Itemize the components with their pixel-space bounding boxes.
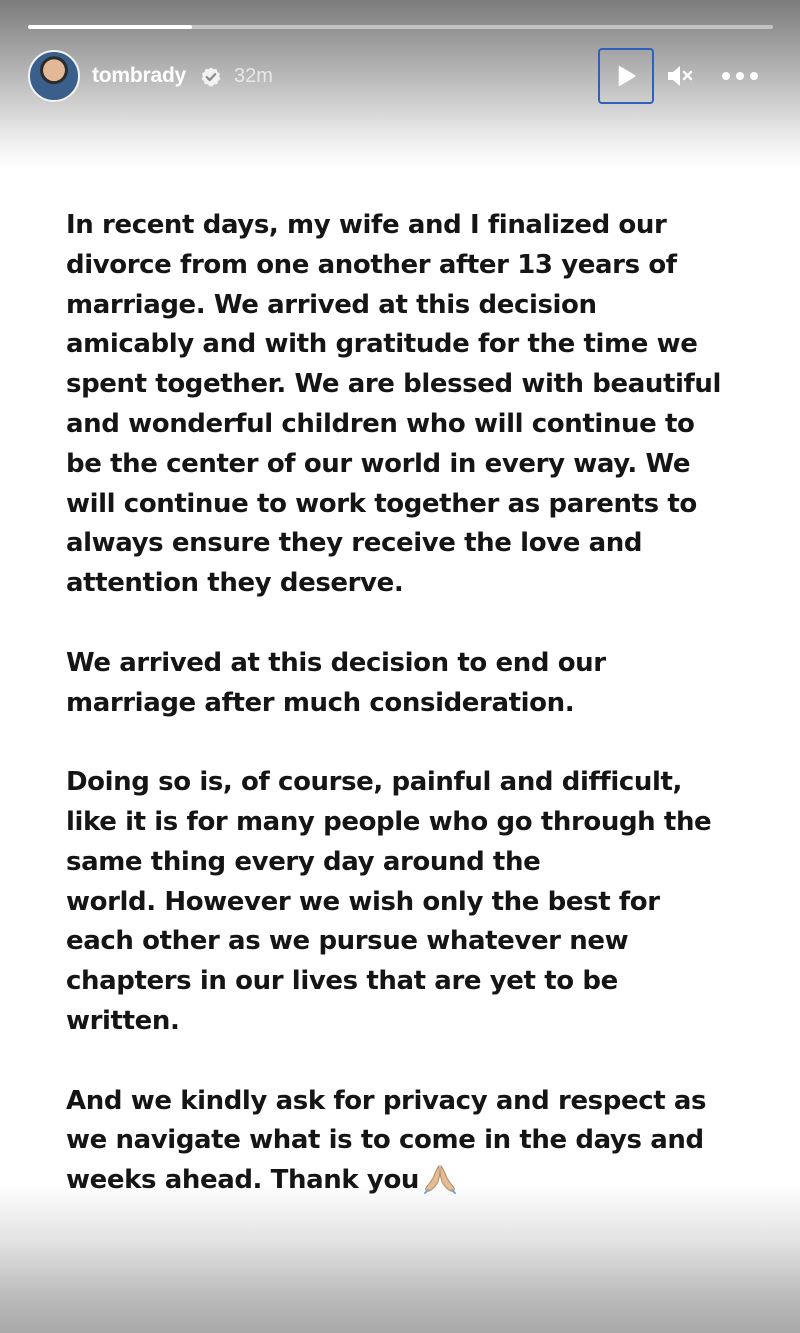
more-options-icon[interactable] xyxy=(720,66,760,86)
profile-avatar[interactable] xyxy=(28,50,80,102)
paragraph-3: Doing so is, of course, painful and difficult, like it is for many people who go through the same thing every day around the world. However we wish only the best for each other as we pursue whatever new chapters in our lives that are yet to be written. xyxy=(66,767,712,1036)
story-header xyxy=(28,50,773,106)
story-progress-fill xyxy=(28,25,192,29)
story-text xyxy=(66,206,756,1201)
folded-hands-icon xyxy=(423,1164,457,1194)
muted-speaker-icon[interactable] xyxy=(664,60,696,92)
story-progress-bar xyxy=(28,25,773,29)
story-timestamp: 32m xyxy=(234,65,273,87)
username[interactable]: tombrady xyxy=(92,64,187,87)
play-icon xyxy=(613,63,639,89)
verified-badge-icon xyxy=(200,66,222,88)
bottom-gradient xyxy=(0,1183,800,1333)
play-button[interactable] xyxy=(598,48,654,104)
paragraph-4 xyxy=(66,1082,756,1201)
paragraph-2: We arrived at this decision to end our marriage after much consideration. xyxy=(66,647,606,718)
paragraph-1: In recent days, my wife and I finalized our divorce from one another after 13 years of marriage. We arrived at this decision amicably and with gratitude for the time we spent together. We are blessed with beautiful and wonderful children who will continue to be the center of our world in every way. We will continue to work together as parents to always ensure they receive the love and attention they deserve. xyxy=(66,210,722,599)
paragraph-4-text: And we kindly ask for privacy and respect as we navigate what is to come in the days and weeks ahead. Thank you xyxy=(66,1085,707,1196)
